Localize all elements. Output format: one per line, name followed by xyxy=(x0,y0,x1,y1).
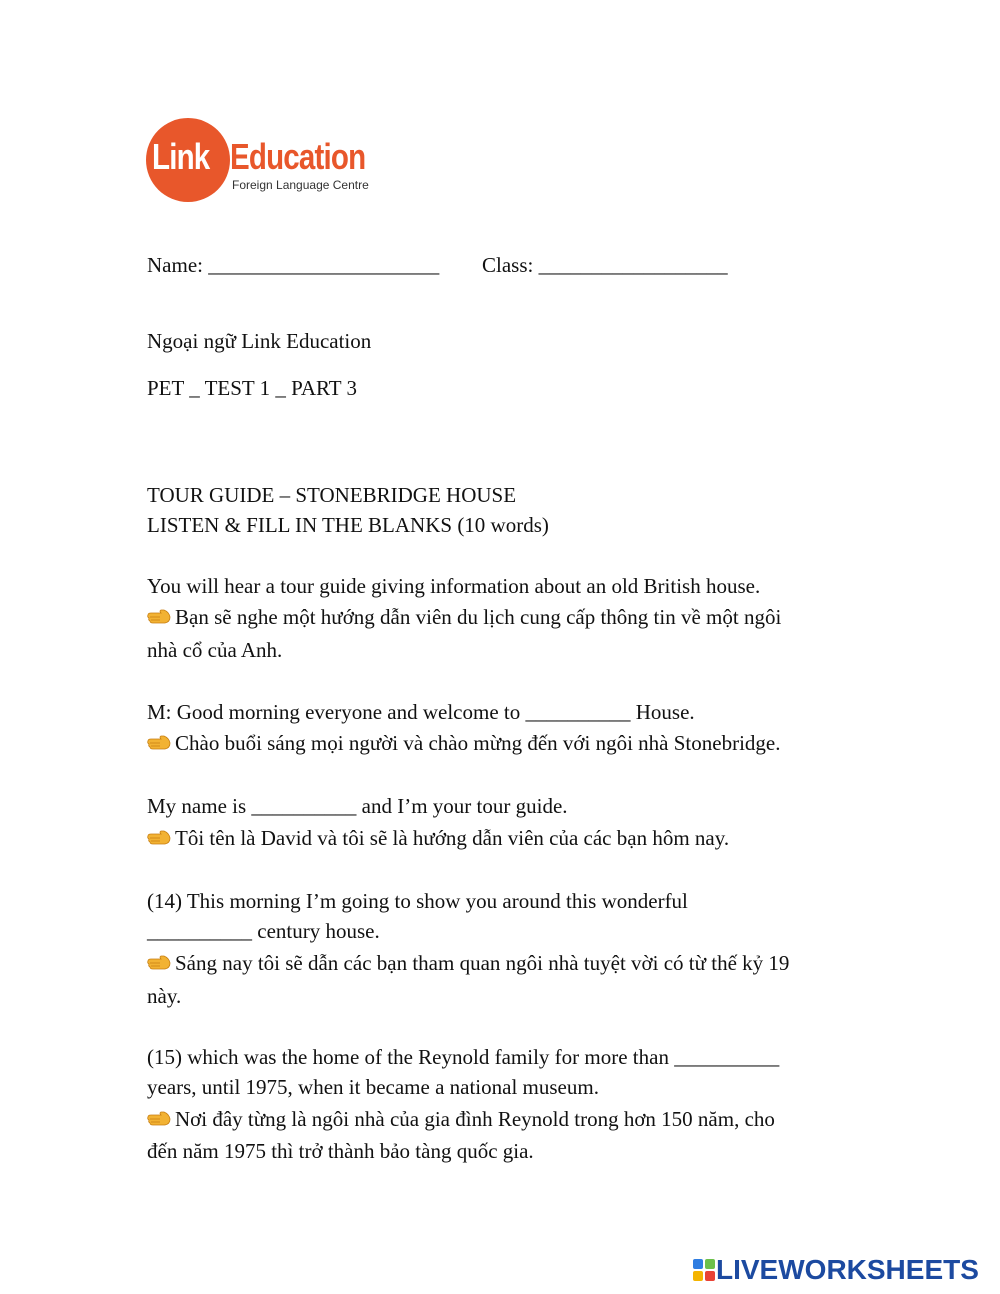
intro-vi-text: Bạn sẽ nghe một hướng dẫn viên du lịch cung cấp thông tin về một ngôi xyxy=(175,605,782,629)
pointing-hand-icon xyxy=(147,955,171,971)
m1-vi-text: Chào buổi sáng mọi người và chào mừng đến với ngôi nhà Stonebridge. xyxy=(175,731,781,755)
q14-english-line-2[interactable]: __________ century house. xyxy=(147,919,380,943)
q15-vietnamese-line-1 xyxy=(147,1104,775,1134)
logo-subtitle: Foreign Language Centre xyxy=(232,178,369,192)
q15-english-line-2: years, until 1975, when it became a national museum. xyxy=(147,1075,599,1099)
name-field[interactable]: Name: ______________________ xyxy=(147,253,440,277)
q14-vietnamese-line-1 xyxy=(147,948,789,978)
pointing-hand-icon xyxy=(147,735,171,751)
school-name: Ngoại ngữ Link Education xyxy=(147,329,372,353)
intro-vietnamese-line-1 xyxy=(147,602,781,632)
q14-english-line-1: (14) This morning I’m going to show you around this wonderful xyxy=(147,889,688,913)
q14-vietnamese-line-2: này. xyxy=(147,984,182,1008)
pointing-hand-icon xyxy=(147,609,171,625)
m2-english[interactable]: My name is __________ and I’m your tour guide. xyxy=(147,794,568,818)
section-instruction: LISTEN & FILL IN THE BLANKS (10 words) xyxy=(147,513,549,537)
pointing-hand-icon xyxy=(147,830,171,846)
intro-english: You will hear a tour guide giving information about an old British house. xyxy=(147,574,761,598)
liveworksheets-logo-icon xyxy=(692,1258,716,1282)
logo-word-education: Education xyxy=(230,136,366,177)
m2-vietnamese xyxy=(147,823,729,853)
q15-english-line-1[interactable]: (15) which was the home of the Reynold family for more than __________ xyxy=(147,1045,780,1069)
link-education-logo xyxy=(146,116,396,201)
class-field[interactable]: Class: __________________ xyxy=(482,253,728,277)
liveworksheets-watermark: LIVEWORKSHEETS xyxy=(716,1254,979,1285)
m2-vi-text: Tôi tên là David và tôi sẽ là hướng dẫn viên của các bạn hôm nay. xyxy=(175,826,730,850)
m1-english[interactable]: M: Good morning everyone and welcome to __________ House. xyxy=(147,700,695,724)
q15-vi-text: Nơi đây từng là ngôi nhà của gia đình Reynold trong hơn 150 năm, cho xyxy=(175,1107,775,1131)
q15-vietnamese-line-2: đến năm 1975 thì trở thành bảo tàng quốc gia. xyxy=(147,1139,534,1163)
logo-word-link: Link xyxy=(152,136,210,177)
intro-vietnamese-line-2: nhà cổ của Anh. xyxy=(147,638,283,662)
m1-vietnamese xyxy=(147,728,780,758)
pointing-hand-icon xyxy=(147,1111,171,1127)
test-title: PET _ TEST 1 _ PART 3 xyxy=(147,376,357,400)
q14-vi-text: Sáng nay tôi sẽ dẫn các bạn tham quan ngôi nhà tuyệt vời có từ thế kỷ 19 xyxy=(175,951,790,975)
section-title: TOUR GUIDE – STONEBRIDGE HOUSE xyxy=(147,483,517,507)
